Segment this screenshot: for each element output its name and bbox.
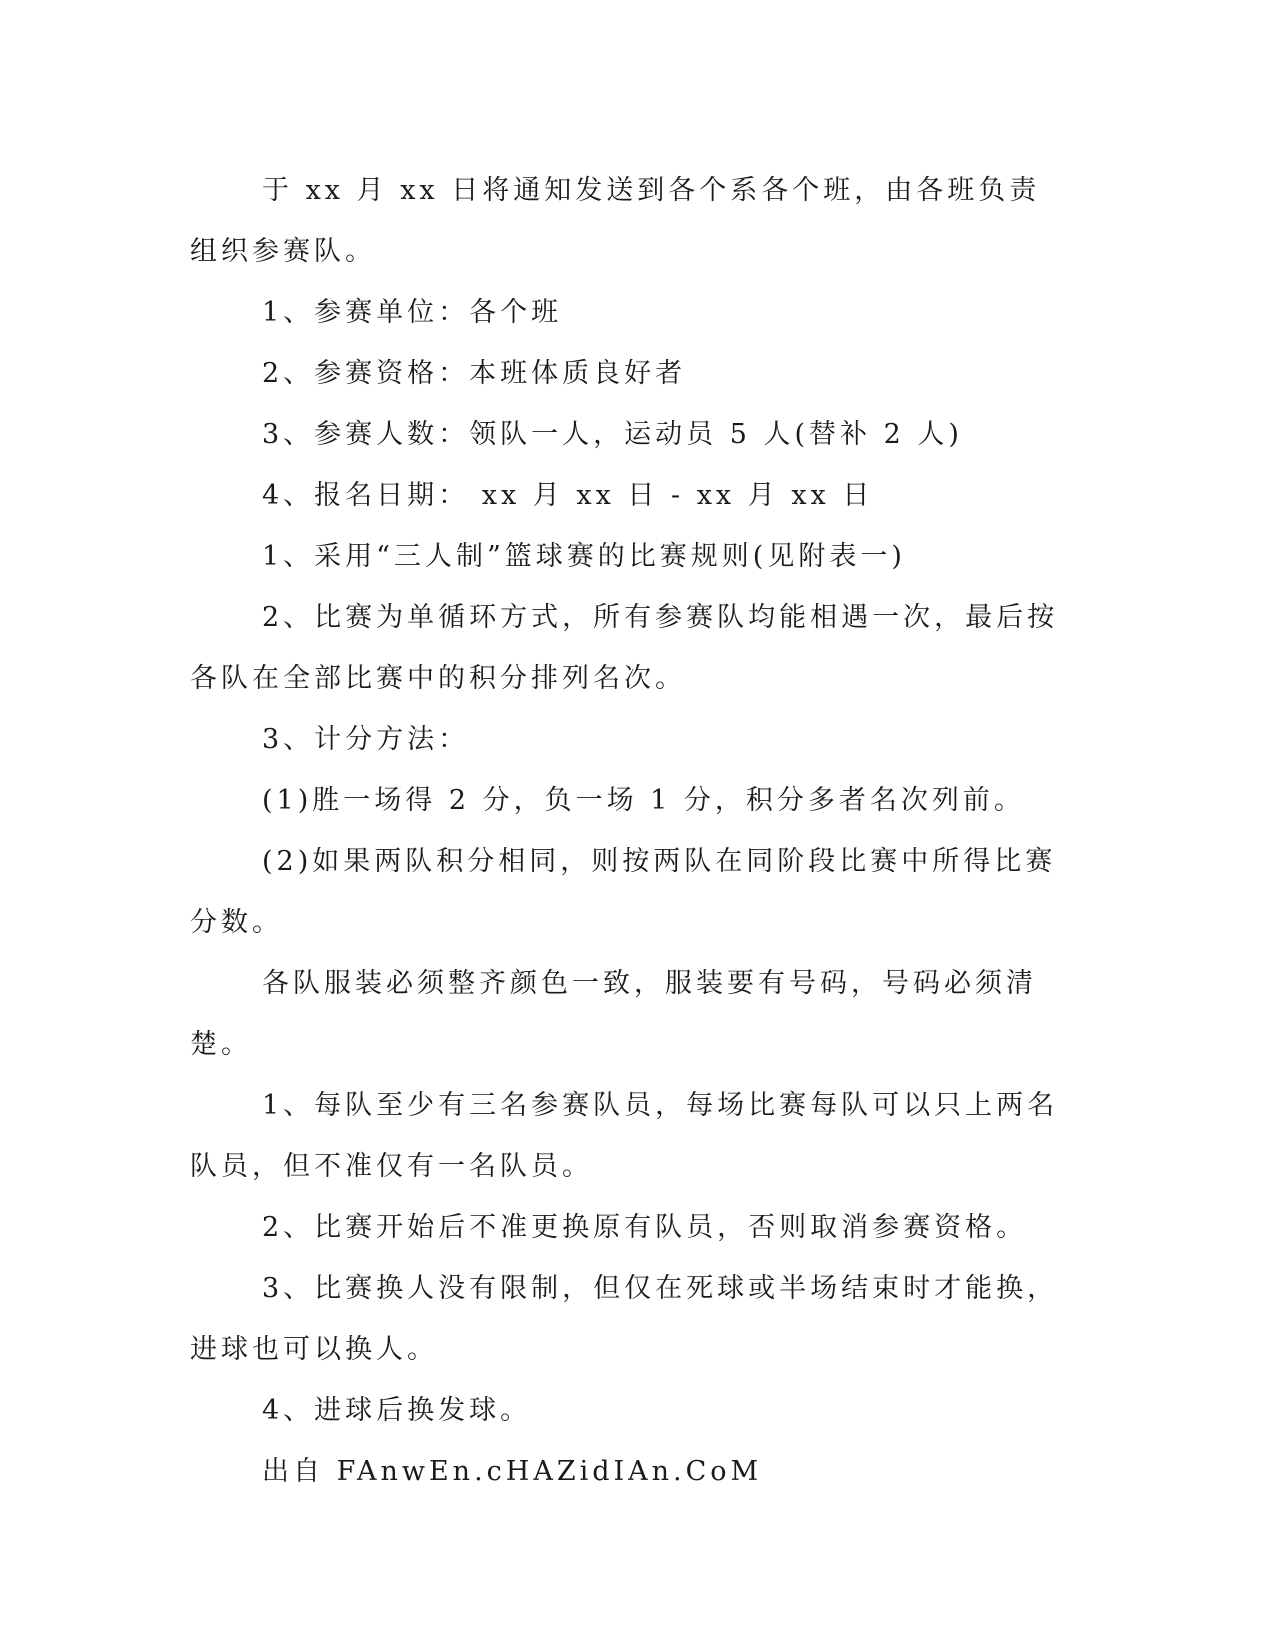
paragraph-rules: 1、采用“三人制”篮球赛的比赛规则(见附表一) — [262, 541, 906, 572]
paragraph-team-size: 3、参赛人数：领队一人，运动员 5 人(替补 2 人) — [262, 419, 963, 450]
paragraph-possession: 4、进球后换发球。 — [262, 1395, 532, 1426]
paragraph-scoring-heading: 3、计分方法： — [262, 724, 470, 755]
paragraph-no-replacement: 2、比赛开始后不准更换原有队员，否则取消参赛资格。 — [262, 1212, 1028, 1243]
document-body — [190, 160, 1070, 1502]
paragraph-scoring-rule-1: (1)胜一场得 2 分，负一场 1 分，积分多者名次列前。 — [262, 785, 1025, 816]
paragraph-registration-date: 4、报名日期： xx 月 xx 日 - xx 月 xx 日 — [262, 480, 874, 511]
paragraph-eligibility: 2、参赛资格：本班体质良好者 — [262, 358, 687, 389]
paragraph-notice: 于 xx 月 xx 日将通知发送到各个系各个班，由各班负责组织参赛队。 — [190, 175, 1041, 267]
paragraph-uniforms: 各队服装必须整齐颜色一致，服装要有号码，号码必须清楚。 — [190, 968, 1037, 1060]
paragraph-scoring-rule-2: (2)如果两队积分相同，则按两队在同阶段比赛中所得比赛分数。 — [190, 846, 1057, 938]
paragraph-participating-units: 1、参赛单位：各个班 — [262, 297, 563, 328]
paragraph-player-minimum: 1、每队至少有三名参赛队员，每场比赛每队可以只上两名队员，但不准仅有一名队员。 — [190, 1090, 1059, 1182]
paragraph-substitution: 3、比赛换人没有限制，但仅在死球或半场结束时才能换，进球也可以换人。 — [190, 1273, 1059, 1365]
paragraph-source: 出自 FAnwEn.cHAZidIAn.CoM — [262, 1456, 763, 1487]
paragraph-format: 2、比赛为单循环方式，所有参赛队均能相遇一次，最后按各队在全部比赛中的积分排列名次。 — [190, 602, 1059, 694]
